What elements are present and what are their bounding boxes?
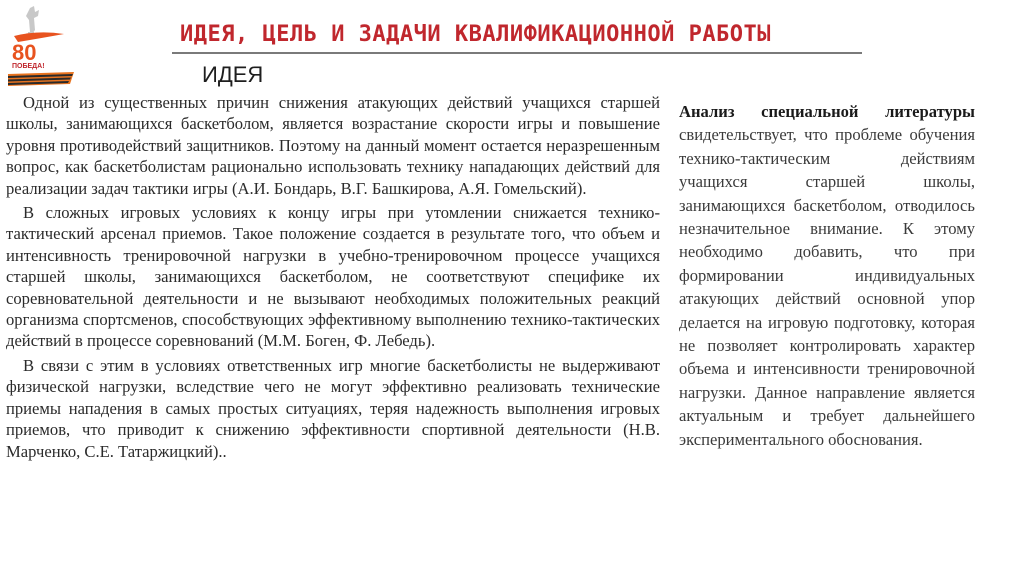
paragraph-2: В сложных игровых условиях к концу игры при утомлении снижается технико-тактический арсенал приемов. Такое положение создается в результате того, что объем и интенсивность тренировочной нагрузки в учебно-тренировочном процессе учащихся старшей школы, занимающихся баскетболом, не соответствуют специфике их соревновательной деятельности и не вызывают необходимых положительных реакций организма спортсменов, способствующих эффективному выполнению технико-тактических действий в процессе соревнований (М.М. Боген, Ф. Лебедь).: [6, 203, 660, 351]
left-text-column: [6, 92, 660, 465]
paragraph-1: Одной из существенных причин снижения атакующих действий учащихся старшей школы, занимающихся баскетболом, является возрастание скорости игры и повышение уровня противодействий защитников. Поэтому на данный момент остается неразрешенным вопрос, как баскетболистам рационально использовать технику нападающих действий для реализации задач тактики игры (А.И. Бондарь, В.Г. Башкирова, А.Я. Гомельский).: [6, 93, 660, 198]
literature-analysis-text: свидетельствует, что проблеме обучения технико-тактическим действиям учащихся старшей школы, занимающихся баскетболом, отводилось незначительное внимание. К этому необходимо добавить, что при формировании индивидуальных атакующих действий основной упор делается на игровую подготовку, которая не позволяет контролировать характер объема и интенсивности тренировочной нагрузки. Данное направление является актуальным и требует дальнейшего экспериментального обоснования.: [679, 125, 975, 449]
victory-80-logo: [8, 4, 78, 88]
page-title: ИДЕЯ, ЦЕЛЬ И ЗАДАЧИ КВАЛИФИКАЦИОННОЙ РАБОТЫ: [180, 22, 772, 47]
section-subtitle: ИДЕЯ: [202, 62, 264, 87]
paragraph-3: В связи с этим в условиях ответственных игр многие баскетболисты не выдерживают физической нагрузки, вследствие чего не могут эффективно реализовать технические приемы нападения в самых простых ситуациях, теряя надежность выполнения игровых приемов, что приводит к снижению эффективности спортивной деятельности (Н.В. Марченко, С.Е. Татаржицкий)..: [6, 355, 660, 461]
title-underline: [172, 52, 862, 54]
literature-analysis-lead: Анализ специальной литературы: [679, 102, 975, 121]
right-text-column: [679, 100, 975, 451]
logo-number: 80: [12, 40, 37, 65]
logo-caption: ПОБЕДА!: [12, 63, 45, 70]
st-george-ribbon: [8, 72, 74, 86]
